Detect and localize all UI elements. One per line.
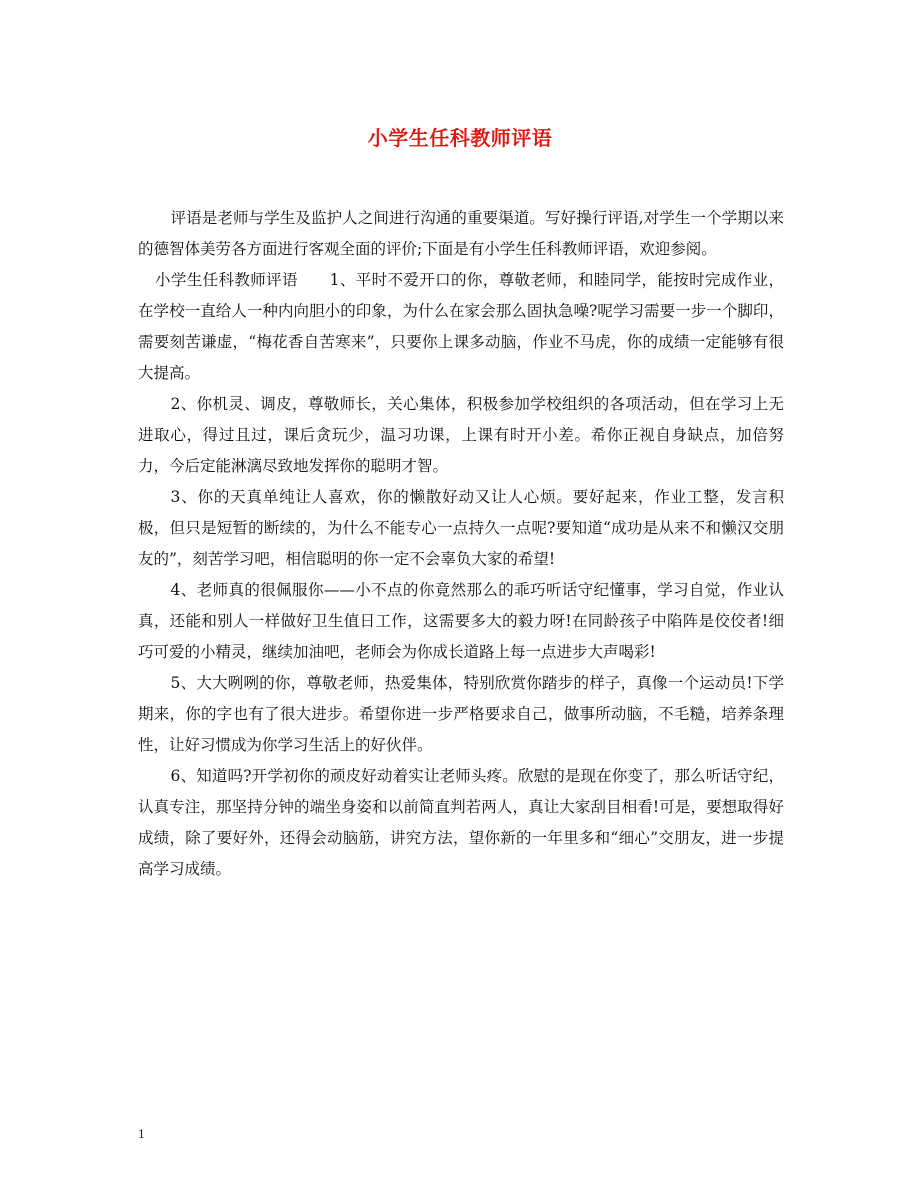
document-title: 小学生任科教师评语 bbox=[367, 126, 553, 150]
comment-paragraph-4: 4、老师真的很佩服你——小不点的你竟然那么的乖巧听话守纪懂事，学习自觉，作业认真，还能和别人一样做好卫生值日工作，这需要多大的毅力呀!在同龄孩子中陷阵是佼佼者!细巧可爱的小精灵，继续加油吧，老师会为你成长道路上每一点进步大声喝彩! bbox=[138, 581, 784, 661]
intro-paragraph: 评语是老师与学生及监护人之间进行沟通的重要渠道。写好操行评语,对学生一个学期以来的德智体美劳各方面进行客观全面的评价;下面是有小学生任科教师评语，欢迎参阅。 bbox=[138, 209, 784, 258]
comment-paragraph-2: 2、你机灵、调皮，尊敬师长，关心集体，积极参加学校组织的各项活动，但在学习上无进取心，得过且过，课后贪玩少，温习功课，上课有时开小差。希你正视自身缺点，加倍努力，今后定能淋漓尽致地发挥你的聪明才智。 bbox=[138, 395, 784, 475]
comment-paragraph-1: 小学生任科教师评语 1、平时不爱开口的你，尊敬老师，和睦同学，能按时完成作业，在学校一直给人一种内向胆小的印象，为什么在家会那么固执急噪?呢学习需要一步一个脚印，需要刻苦谦虚，“梅花香自苦寒来”，只要你上课多动脑，作业不马虎，你的成绩一定能够有很大提高。 bbox=[138, 271, 784, 382]
comment-paragraph-6: 6、知道吗?开学初你的顽皮好动着实让老师头疼。欣慰的是现在你变了，那么听话守纪，认真专注，那坚持分钟的端坐身姿和以前简直判若两人，真让大家刮目相看!可是，要想取得好成绩，除了要好外，还得会动脑筋，讲究方法，望你新的一年里多和“细心”交朋友，进一步提高学习成绩。 bbox=[138, 767, 784, 878]
comment-paragraph-3: 3、你的天真单纯让人喜欢，你的懒散好动又让人心烦。要好起来，作业工整，发言积极，但只是短暂的断续的，为什么不能专心一点持久一点呢?要知道“成功是从来不和懒汉交朋友的”，刻苦学习吧，相信聪明的你一定不会辜负大家的希望! bbox=[138, 488, 784, 568]
comment-paragraph-5: 5、大大咧咧的你，尊敬老师，热爱集体，特别欣赏你踏步的样子，真像一个运动员!下学期来，你的字也有了很大进步。希望你进一步严格要求自己，做事所动脑，不毛糙，培养条理性，让好习惯成为你学习生活上的好伙伴。 bbox=[138, 674, 784, 754]
document-body bbox=[138, 203, 784, 885]
page-number: 1 bbox=[138, 1128, 145, 1141]
